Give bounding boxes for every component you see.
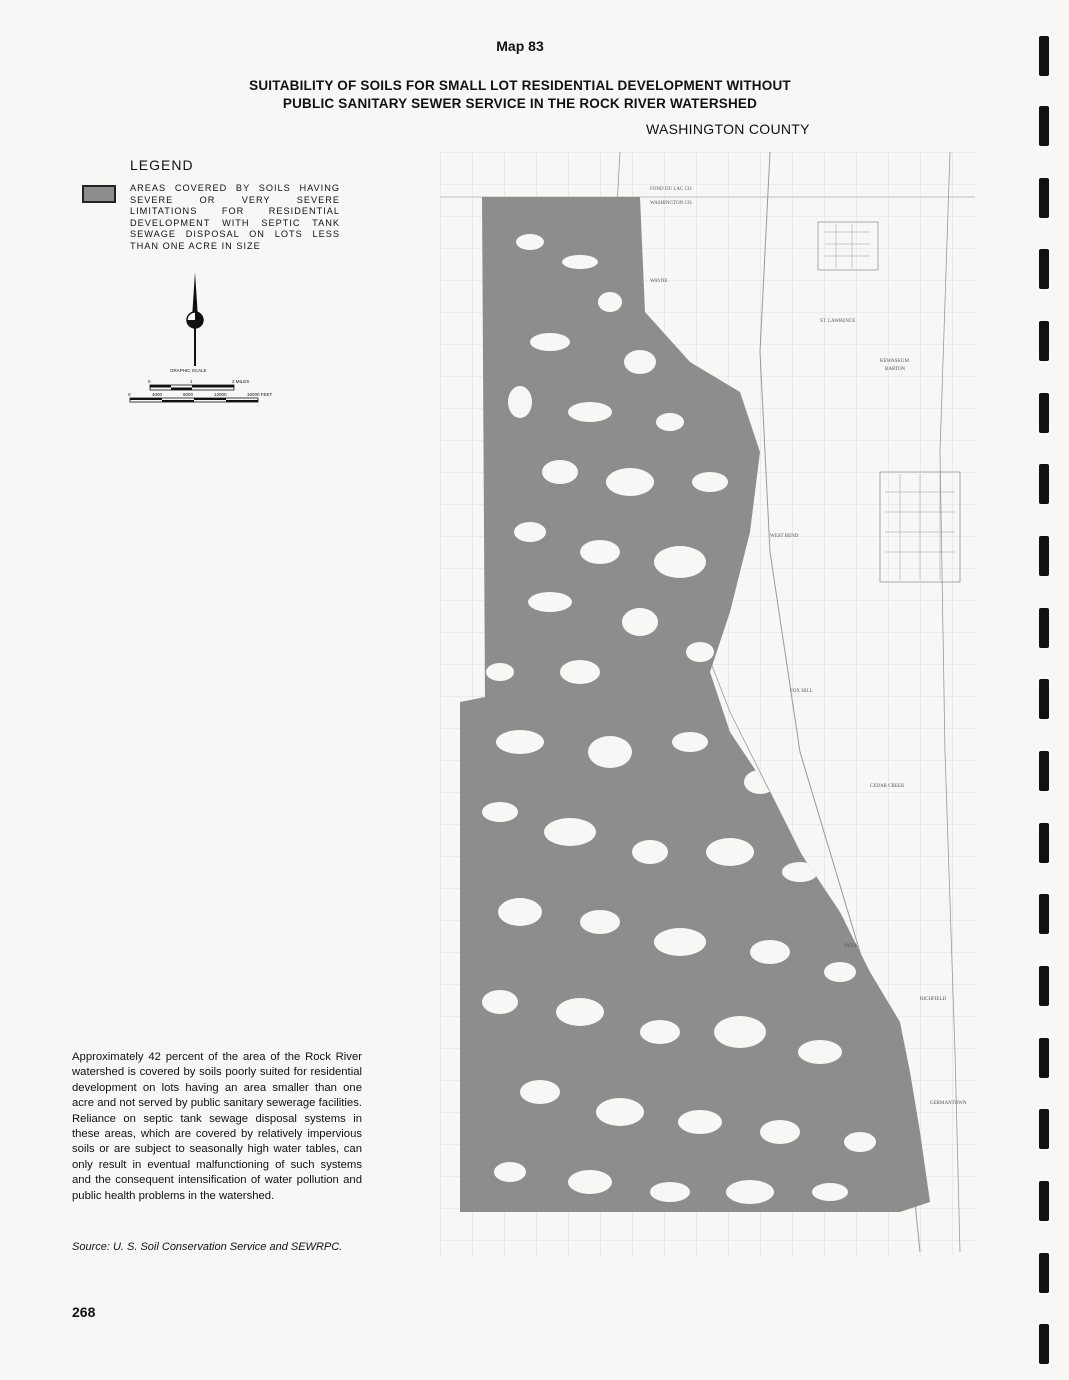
- north-arrow-icon: [170, 270, 220, 370]
- scale-miles-0: 0: [148, 379, 151, 384]
- spiral-binding: [1036, 36, 1052, 1366]
- legend-text: AREAS COVERED BY SOILS HAVING SEVERE OR VERY SEVERE LIMITATIONS FOR RESIDENTIAL DEVELOPMENT WITH SEPTIC TANK SEWAGE DISPOSAL ON LOTS LESS THAN ONE ACRE IN SIZE: [130, 183, 340, 251]
- scale-miles-1: 1: [190, 379, 193, 384]
- label-st-lawrence: ST. LAWRENCE: [820, 319, 856, 324]
- watershed-map: [440, 152, 975, 1257]
- label-fond-du-lac-co: FOND DU LAC CO.: [650, 187, 693, 192]
- map-title-line-2: PUBLIC SANITARY SEWER SERVICE IN THE ROCK RIVER WATERSHED: [282, 96, 758, 111]
- label-barton: BARTON: [885, 367, 906, 372]
- map-title-line-1: SUITABILITY OF SOILS FOR SMALL LOT RESIDENTIAL DEVELOPMENT WITHOUT: [249, 78, 791, 93]
- label-washington-co: WASHINGTON CO.: [650, 201, 693, 206]
- scale-caption: GRAPHIC SCALE: [170, 368, 207, 373]
- label-west-bend: WEST BEND: [770, 534, 799, 539]
- label-polk: POLK: [845, 944, 859, 949]
- label-germantown: GERMANTOWN: [930, 1101, 967, 1106]
- scale-feet-2: 8000: [183, 392, 194, 397]
- scale-miles-2: 2 MILES: [232, 379, 250, 384]
- county-label: WASHINGTON COUNTY: [646, 121, 810, 137]
- label-wayne: WAYNE: [650, 279, 668, 284]
- legend-swatch: [82, 185, 116, 203]
- label-richfield: RICHFIELD: [920, 997, 947, 1002]
- graphic-scale: [120, 366, 300, 412]
- legend-heading: LEGEND: [130, 157, 194, 173]
- scale-feet-4: 16000 FEET: [247, 392, 273, 397]
- label-fox-hill: FOX HILL: [790, 689, 813, 694]
- source-note: Source: U. S. Soil Conservation Service and SEWRPC.: [72, 1241, 343, 1253]
- page-number: 268: [72, 1304, 96, 1320]
- map-label: Map 83: [496, 38, 544, 54]
- scale-feet-3: 12000: [214, 392, 227, 397]
- scale-feet-1: 4000: [152, 392, 163, 397]
- label-cedar-creek: CEDAR CREEK: [870, 784, 905, 789]
- description-text: Approximately 42 percent of the area of the Rock River watershed is covered by soils poorly suited for residential development on lots having an area smaller than one acre and not served by public sanitary sewerage facilities. Reliance on septic tank sewage disposal systems in these areas, which are covered by relatively impervious soils or are subject to seasonally high water tables, can only result in eventual malfunctioning of such systems and the consequent intensification of water pollution and public health problems in the watershed.: [72, 1051, 362, 1202]
- label-kewaskum: KEWASKUM: [880, 359, 909, 364]
- scale-feet-0: 0: [128, 392, 131, 397]
